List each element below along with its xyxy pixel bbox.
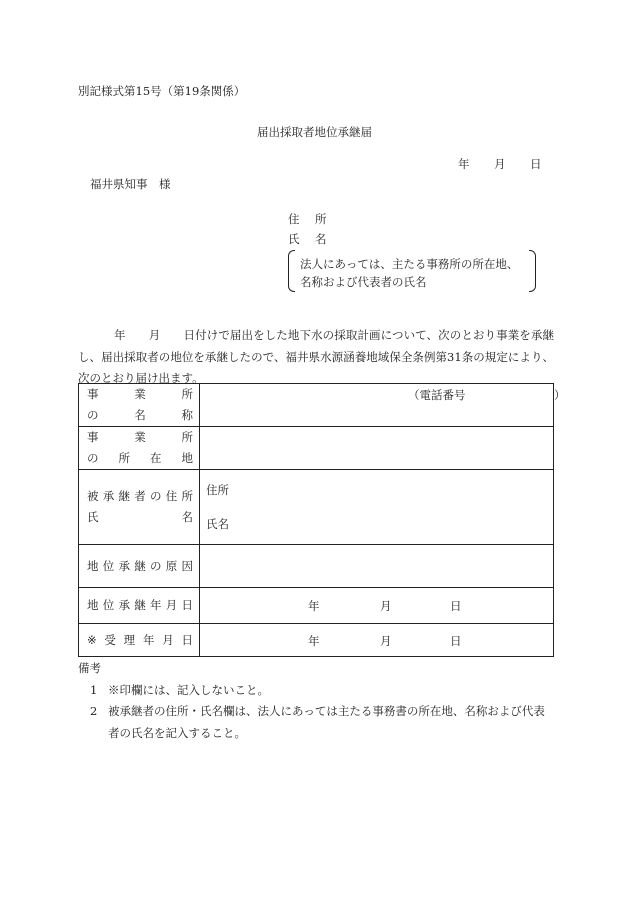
document-title: 届出採取者地位承継届 <box>257 125 372 139</box>
table-row <box>79 427 554 470</box>
table-row <box>79 588 554 624</box>
phone-label: （電話番号 <box>408 388 466 402</box>
applicant-name-char: 名 <box>315 232 327 246</box>
row-label-business-location: 事 業 所 の 所 在 地 <box>79 427 200 470</box>
applicant-name-char: 氏 <box>288 232 300 246</box>
applicant-address-char: 所 <box>315 212 327 226</box>
body-text: 年 月 日付けで届出をした地下水の採取計画について、次のとおり事業を承継し、届出採取者の地位を承継したので、福井県水源涵養地域保全条例第31条の規定により、次のとおり届け出ます。 <box>78 328 554 385</box>
succession-form-table <box>78 383 566 657</box>
row-label-receipt-date: ※ 受 理 年 月 日 <box>79 624 200 657</box>
table-row <box>79 384 554 427</box>
addressee: 福井県知事 様 <box>90 177 171 191</box>
row-label-succession-date: 地 位 承 継 年 月 日 <box>79 588 200 624</box>
table-row <box>79 470 554 545</box>
applicant-note-line1: 法人にあっては、主たる事務所の所在地、 <box>300 257 519 271</box>
receipt-date-field: 年 月 日 <box>200 624 554 657</box>
succession-date-field[interactable]: 年 月 日 <box>200 588 554 624</box>
applicant-address-char: 住 <box>288 212 300 226</box>
applicant-note-bracket <box>288 250 536 292</box>
right-bracket <box>529 250 536 292</box>
predecessor-name-label: 氏名 <box>206 517 229 531</box>
date-day-char: 日 <box>530 157 542 171</box>
remarks-section <box>78 658 554 744</box>
left-bracket <box>288 250 295 292</box>
form-reference: 別記様式第15号（第19条関係） <box>78 84 246 98</box>
business-name-field[interactable] <box>200 384 566 427</box>
business-location-field[interactable] <box>200 427 554 470</box>
row-label-succession-cause: 地 位 承 継 の 原 因 <box>79 545 200 588</box>
remarks-heading: 備考 <box>78 661 101 675</box>
predecessor-field[interactable] <box>200 470 554 545</box>
predecessor-address-label: 住所 <box>206 483 229 497</box>
date-month-char: 月 <box>494 157 506 171</box>
body-paragraph <box>78 325 554 390</box>
succession-cause-field[interactable] <box>200 545 554 588</box>
table-row <box>79 624 554 657</box>
row-label-business-name: 事 業 所 の 名 称 <box>79 384 200 427</box>
applicant-note-line2: 名称および代表者の氏名 <box>300 275 427 289</box>
phone-close-paren: ） <box>554 388 566 402</box>
table-row <box>79 545 554 588</box>
remark-item: 2 被承継者の住所・氏名欄は、法人にあっては主たる事務書の所在地、名称および代表者の氏名を記入すること。 <box>90 704 545 740</box>
date-year-char: 年 <box>458 157 470 171</box>
row-label-predecessor: 被 承 継 者 の 住 所 氏 名 <box>79 470 200 545</box>
remark-item: 1 ※印欄には、記入しないこと。 <box>90 682 269 697</box>
